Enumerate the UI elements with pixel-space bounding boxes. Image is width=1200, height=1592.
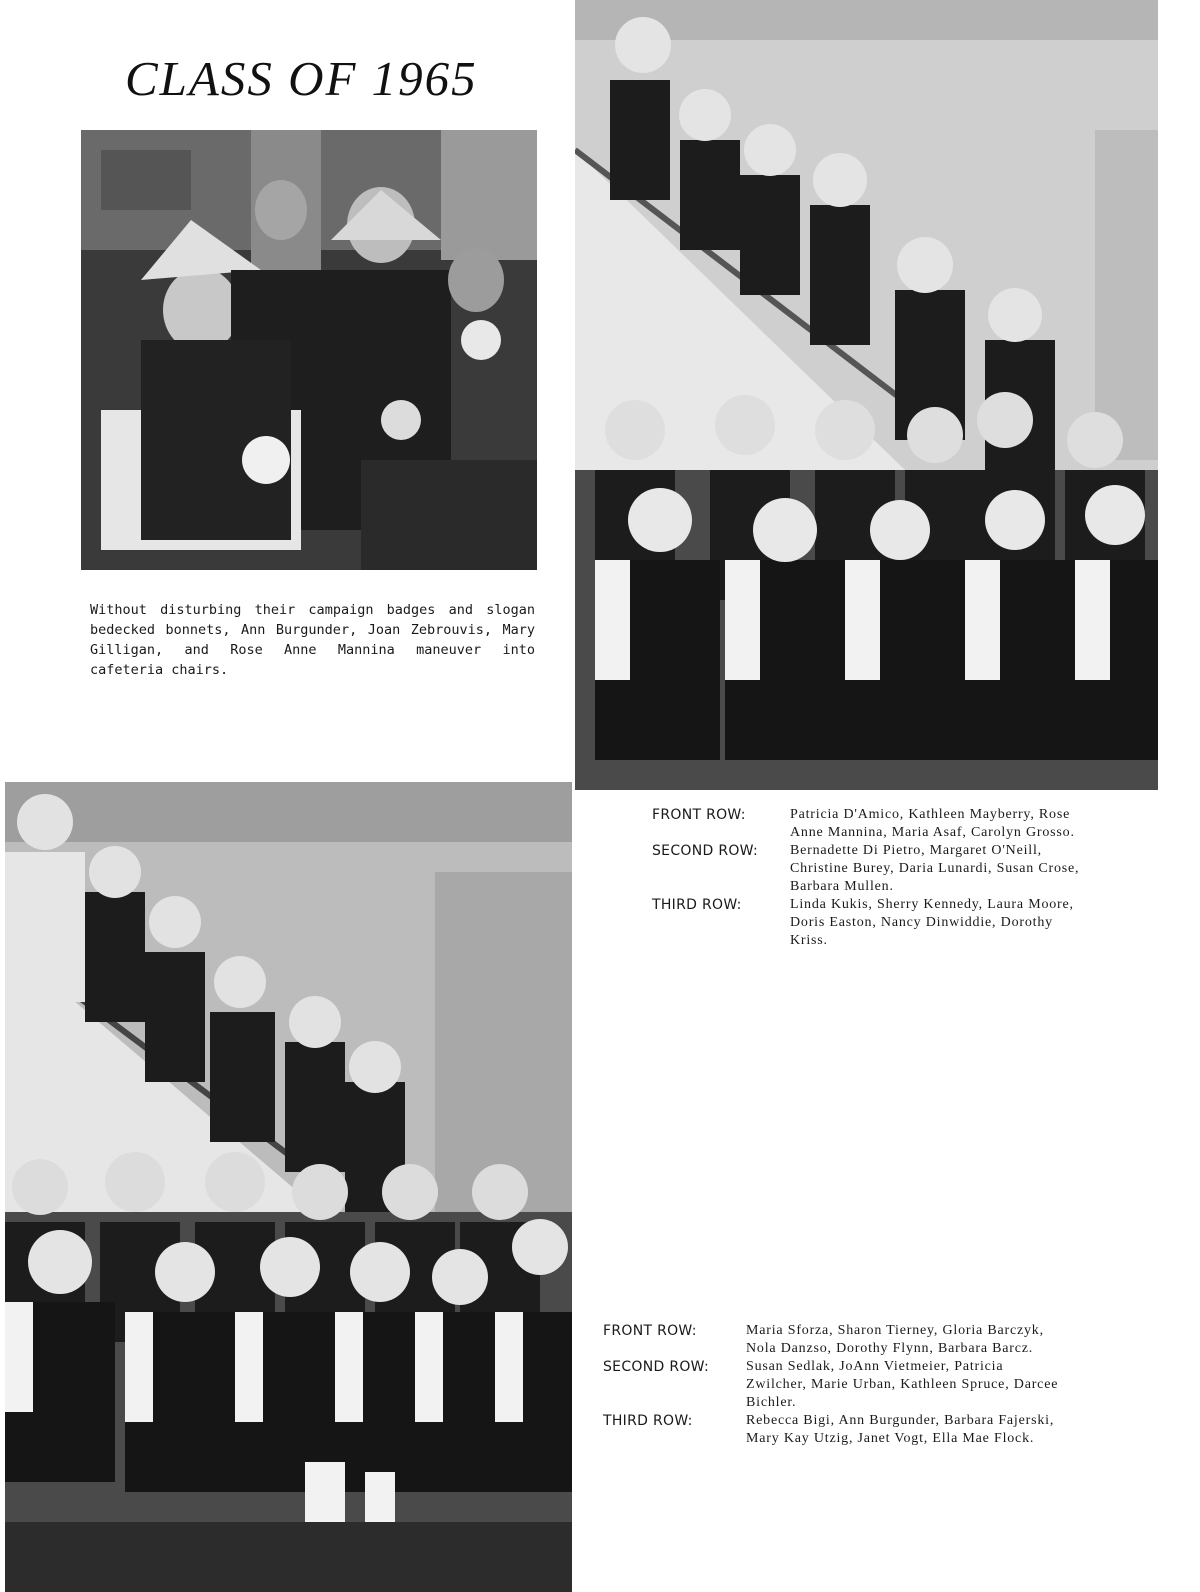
photo-caption: Without disturbing their campaign badges and slogan bedecked bonnets, Ann Burgunder, Joan Zebrouvis, Mary Gilligan, and Rose Anne Mannina maneuver into cafeteria chairs. [90, 602, 535, 678]
row-label: SECOND ROW: [603, 1359, 710, 1375]
row-names: Linda Kukis, Sherry Kennedy, Laura Moore, Doris Easton, Nancy Dinwiddie, Dorothy Kriss. [790, 897, 1074, 948]
third-row-entry [603, 1412, 1063, 1448]
row-names: Bernadette Di Pietro, Margaret O'Neill, Christine Burey, Daria Lunardi, Susan Crose, Barbara Mullen. [790, 843, 1080, 894]
row-names: Susan Sedlak, JoAnn Vietmeier, Patricia Zwilcher, Marie Urban, Kathleen Spruce, Darcee Bichler. [746, 1359, 1059, 1410]
row-label: FRONT ROW: [652, 807, 746, 823]
front-row-entry [603, 1322, 1063, 1358]
row-label: SECOND ROW: [652, 843, 759, 859]
cafeteria-photo [81, 130, 537, 570]
row-label: THIRD ROW: [603, 1413, 693, 1429]
name-list-top [652, 806, 1092, 950]
photo-students-in-bonnets-icon [81, 130, 537, 570]
front-row-entry [652, 806, 1092, 842]
photo-class-group-on-stairs-icon [575, 0, 1158, 790]
class-group-photo-top [575, 0, 1158, 790]
row-label: THIRD ROW: [652, 897, 742, 913]
page-title: CLASS OF 1965 [125, 51, 478, 106]
row-names: Patricia D'Amico, Kathleen Mayberry, Rose Anne Mannina, Maria Asaf, Carolyn Grosso. [790, 807, 1075, 840]
second-row-entry [603, 1358, 1063, 1412]
row-label: FRONT ROW: [603, 1323, 697, 1339]
third-row-entry [652, 896, 1092, 950]
row-names: Rebecca Bigi, Ann Burgunder, Barbara Fajerski, Mary Kay Utzig, Janet Vogt, Ella Mae Flock. [746, 1413, 1055, 1446]
class-group-photo-bottom [5, 782, 572, 1592]
second-row-entry [652, 842, 1092, 896]
row-names: Maria Sforza, Sharon Tierney, Gloria Barczyk, Nola Danzso, Dorothy Flynn, Barbara Barcz. [746, 1323, 1044, 1356]
name-list-bottom [603, 1322, 1063, 1448]
photo-class-group-on-stairs-icon [5, 782, 572, 1592]
